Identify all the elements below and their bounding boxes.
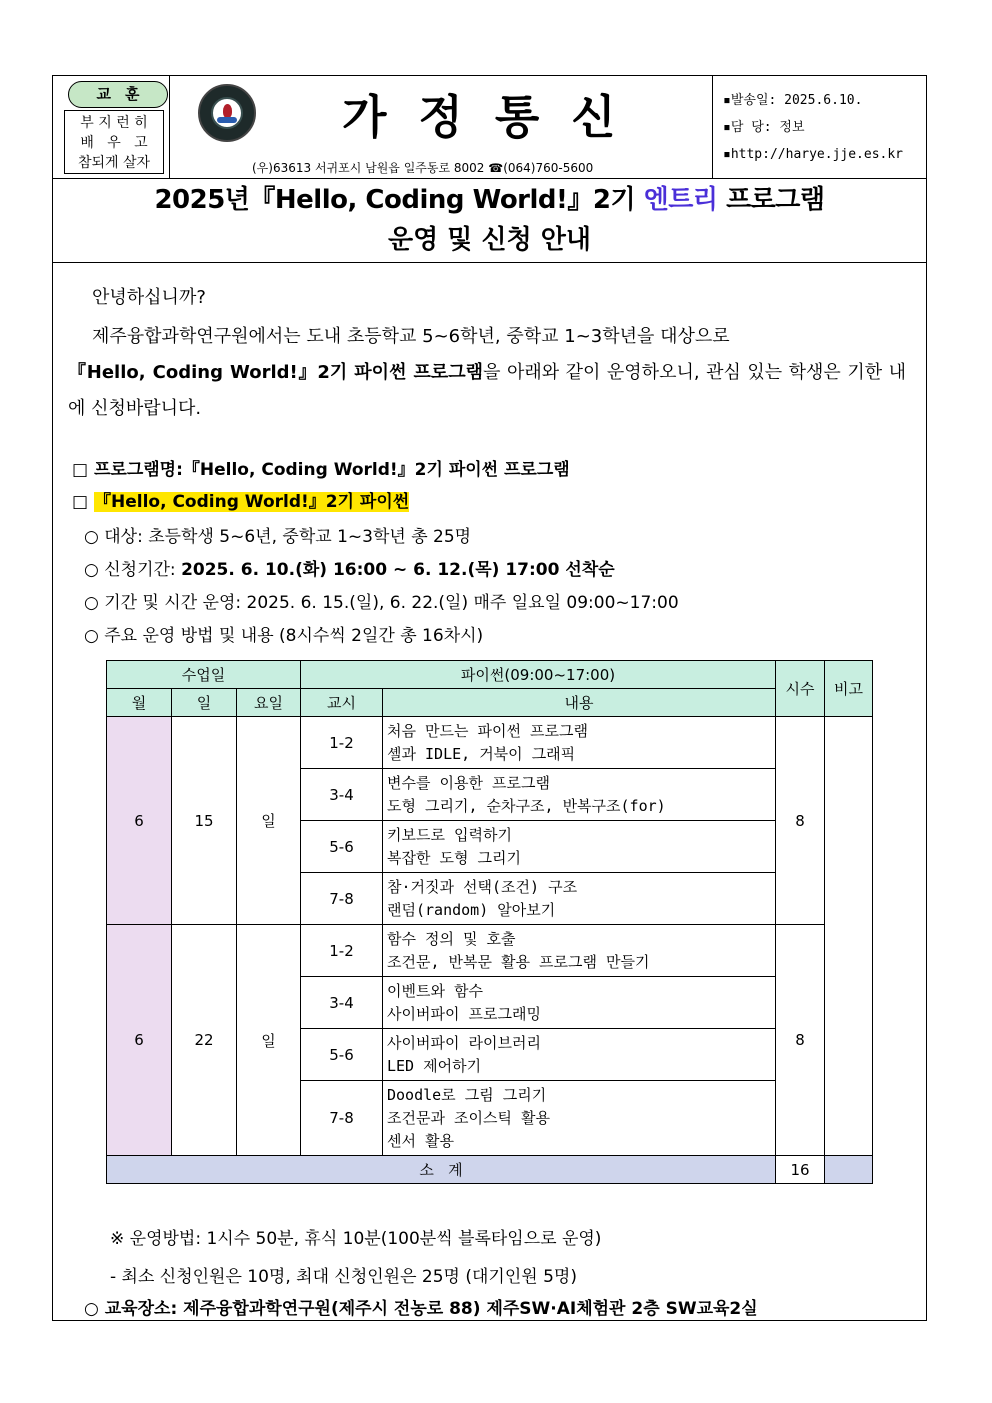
- day2-weekday: 일: [237, 925, 301, 1156]
- session-period: 7-8: [301, 873, 383, 925]
- motto-label: 교훈: [68, 81, 168, 108]
- intro-paragraph: [68, 319, 906, 427]
- session-content: [383, 925, 776, 977]
- content-line: 조건문, 반복문 활용 프로그램 만들기: [387, 952, 650, 971]
- title-suffix: 프로그램: [717, 185, 825, 215]
- content-line: 사이버파이 라이브러리: [387, 1033, 541, 1052]
- header-note: 비고: [825, 661, 873, 717]
- header-python: 파이썬(09:00~17:00): [301, 661, 776, 689]
- motto-line: 배 우 고: [80, 135, 148, 151]
- motto-box: [52, 75, 170, 179]
- title-entry: 엔트리: [643, 185, 718, 215]
- content-line: 이벤트와 함수: [387, 981, 483, 1000]
- session-period: 7-8: [301, 1081, 383, 1156]
- session-content: [383, 873, 776, 925]
- table-row: [107, 925, 873, 977]
- capacity-note: - 최소 신청인원은 10명, 최대 신청인원은 25명 (대기인원 5명): [110, 1267, 577, 1287]
- content-line: 도형 그리기, 순차구조, 반복구조(for): [387, 796, 666, 815]
- document-title: [52, 181, 927, 219]
- schedule-item: ○ 기간 및 시간 운영: 2025. 6. 15.(일), 6. 22.(일) 매주 일요일 09:00~17:00: [84, 593, 679, 613]
- content-line: Doodle로 그림 그리기: [387, 1085, 547, 1104]
- section-heading: [72, 489, 409, 515]
- header-month: 월: [107, 689, 172, 717]
- motto-line: 부 지 런 히: [80, 115, 148, 131]
- period-item: [84, 557, 615, 583]
- contact-person: ▪담 당: 정보: [723, 120, 805, 135]
- day1-hours: 8: [776, 717, 825, 925]
- day1-weekday: 일: [237, 717, 301, 925]
- day1-month: 6: [107, 717, 172, 925]
- motto-line: 참되게 살자: [77, 155, 151, 171]
- day2-day: 22: [172, 925, 237, 1156]
- method-item: ○ 주요 운영 방법 및 내용 (8시수씩 2일간 총 16차시): [84, 626, 484, 646]
- intro-rest: 을 아래와 같이 운영하오니, 관심 있는 학생은 기한 내에 신청바랍니다.: [68, 362, 906, 419]
- content-line: 센서 활용: [387, 1131, 454, 1150]
- day2-month: 6: [107, 925, 172, 1156]
- newsletter-header: [52, 75, 927, 179]
- subtotal-value: 16: [776, 1156, 825, 1184]
- subtotal-note: [825, 1156, 873, 1184]
- session-period: 5-6: [301, 821, 383, 873]
- session-content: [383, 977, 776, 1029]
- section-title: 『Hello, Coding World!』2기 파이썬: [93, 492, 410, 512]
- greeting: 안녕하십니까?: [92, 287, 206, 308]
- content-line: 참·거짓과 선택(조건) 구조: [387, 877, 578, 896]
- info-box: [712, 75, 927, 179]
- section-box: □: [72, 492, 94, 512]
- school-address: (우)63613 서귀포시 남원읍 일주동로 8002 ☎(064)760-5600: [252, 161, 594, 175]
- session-period: 3-4: [301, 769, 383, 821]
- target-item: ○ 대상: 초등학생 5~6년, 중학교 1~3학년 총 25명: [84, 527, 472, 547]
- header-hours: 시수: [776, 661, 825, 717]
- session-content: [383, 769, 776, 821]
- header-weekday: 요일: [237, 689, 301, 717]
- content-line: LED 제어하기: [387, 1056, 482, 1075]
- school-url[interactable]: ▪http://harye.jje.es.kr: [723, 147, 904, 162]
- table-row: [107, 717, 873, 769]
- intro-line1: 제주융합과학연구원에서는 도내 초등학교 5~6학년, 중학교 1~3학년을 대상으로: [92, 326, 730, 347]
- session-period: 5-6: [301, 1029, 383, 1081]
- document-subtitle: 운영 및 신청 안내: [388, 225, 591, 255]
- day2-hours: 8: [776, 925, 825, 1156]
- content-line: 복잡한 도형 그리기: [387, 848, 521, 867]
- title-prefix: 2025년『Hello, Coding World!』2기: [154, 185, 644, 215]
- note-cell: [825, 717, 873, 1156]
- period-label: ○ 신청기간:: [84, 560, 182, 580]
- title-band: [52, 179, 927, 263]
- content-line: 조건문과 조이스틱 활용: [387, 1108, 550, 1127]
- intro-bold: 『Hello, Coding World!』2기 파이썬 프로그램: [68, 362, 484, 383]
- program-name: □ 프로그램명:『Hello, Coding World!』2기 파이썬 프로그램: [72, 460, 570, 480]
- school-logo-icon: [198, 84, 256, 142]
- content-line: 사이버파이 프로그래밍: [387, 1004, 541, 1023]
- session-content: [383, 1081, 776, 1156]
- schedule-table: [106, 660, 873, 1184]
- session-period: 3-4: [301, 977, 383, 1029]
- period-value: 2025. 6. 10.(화) 16:00 ~ 6. 12.(목) 17:00 선착순: [181, 560, 615, 580]
- session-content: [383, 717, 776, 769]
- content-line: 처음 만드는 파이썬 프로그램: [387, 721, 588, 740]
- session-period: 1-2: [301, 717, 383, 769]
- header-day: 일: [172, 689, 237, 717]
- subtotal-label: 소 계: [107, 1156, 776, 1184]
- content-line: 키보드로 입력하기: [387, 825, 512, 844]
- content-line: 함수 정의 및 호출: [387, 929, 516, 948]
- header-content: 내용: [383, 689, 776, 717]
- subtotal-row: [107, 1156, 873, 1184]
- session-content: [383, 1029, 776, 1081]
- operation-method-note: ※ 운영방법: 1시수 50분, 휴식 10분(100분씩 블록타임으로 운영): [110, 1229, 602, 1249]
- place-note: ○ 교육장소: 제주융합과학연구원(제주시 전농로 88) 제주SW·AI체험관 2층 SW교육2실: [84, 1299, 758, 1319]
- day1-day: 15: [172, 717, 237, 925]
- content-line: 변수를 이용한 프로그램: [387, 773, 550, 792]
- session-content: [383, 821, 776, 873]
- header-date: 수업일: [107, 661, 301, 689]
- header-period: 교시: [301, 689, 383, 717]
- content-line: 셸과 IDLE, 거북이 그래픽: [387, 744, 576, 763]
- content-line: 랜덤(random) 알아보기: [387, 900, 556, 919]
- motto-text: [64, 110, 164, 174]
- session-period: 1-2: [301, 925, 383, 977]
- newsletter-title: 가정통신: [342, 90, 648, 144]
- send-date: ▪발송일: 2025.6.10.: [723, 93, 863, 108]
